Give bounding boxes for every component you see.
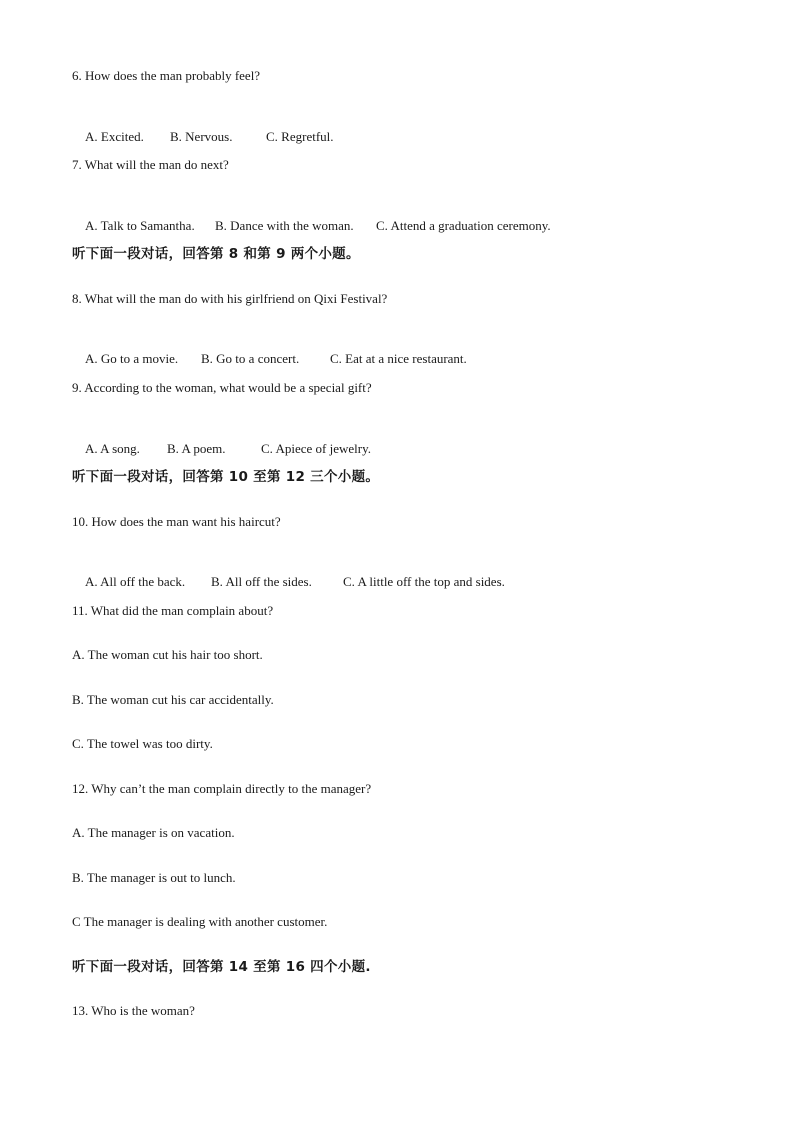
option-c: C The manager is dealing with another customer. <box>72 914 328 929</box>
option-a: A. Go to a movie. <box>85 351 179 366</box>
question-6: 6. How does the man probably feel? <box>72 68 261 83</box>
option-c: C. A little off the top and sides. <box>343 574 505 589</box>
option-b: B. Nervous. <box>170 129 233 144</box>
question-12: 12. Why can’t the man complain directly to the manager? <box>72 781 372 796</box>
option-c: C. Apiece of jewelry. <box>261 441 371 456</box>
option-a: A. A song. <box>85 441 140 456</box>
option-b: B. A poem. <box>167 441 226 456</box>
option-c: C. Eat at a nice restaurant. <box>330 351 467 366</box>
option-b: B. All off the sides. <box>211 574 312 589</box>
options-row-9 <box>72 425 371 473</box>
options-row-6 <box>72 113 334 161</box>
question-9: 9. According to the woman, what would be a special gift? <box>72 380 372 395</box>
section-heading: 听下面一段对话，回答第 8 和第 9 两个小题。 <box>72 246 360 262</box>
question-7: 7. What will the man do next? <box>72 157 229 172</box>
option-c: C. The towel was too dirty. <box>72 736 213 751</box>
option-a: A. Excited. <box>85 129 144 144</box>
question-13: 13. Who is the woman? <box>72 1003 195 1018</box>
section-heading: 听下面一段对话，回答第 14 至第 16 四个小题. <box>72 959 371 975</box>
option-c: C. Regretful. <box>266 129 334 144</box>
question-11: 11. What did the man complain about? <box>72 603 274 618</box>
option-a: A. The woman cut his hair too short. <box>72 647 263 662</box>
options-row-10 <box>72 558 505 606</box>
question-8: 8. What will the man do with his girlfriend on Qixi Festival? <box>72 291 388 306</box>
option-b: B. Dance with the woman. <box>215 218 354 233</box>
options-row-8 <box>72 335 467 383</box>
option-b: B. The manager is out to lunch. <box>72 870 236 885</box>
question-10: 10. How does the man want his haircut? <box>72 514 281 529</box>
options-row-7 <box>72 202 551 250</box>
option-b: B. The woman cut his car accidentally. <box>72 692 274 707</box>
option-c: C. Attend a graduation ceremony. <box>376 218 551 233</box>
option-a: A. The manager is on vacation. <box>72 825 235 840</box>
option-b: B. Go to a concert. <box>201 351 300 366</box>
option-a: A. Talk to Samantha. <box>85 218 195 233</box>
section-heading: 听下面一段对话，回答第 10 至第 12 三个小题。 <box>72 469 380 485</box>
option-a: A. All off the back. <box>85 574 186 589</box>
